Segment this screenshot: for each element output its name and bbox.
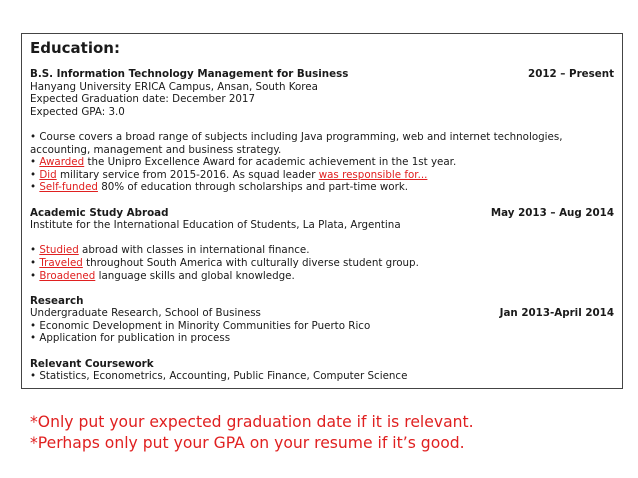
abroad-title: Academic Study Abroad [30,206,169,219]
coursework-title: Relevant Coursework [30,357,154,370]
abroad-header [30,207,614,220]
degree-dates: 2012 – Present [528,68,614,80]
abroad-bullet: • Traveled throughout South America with culturally diverse student group. [30,256,419,269]
research-dates: Jan 2013-April 2014 [499,307,614,320]
degree-bullet: • Course covers a broad range of subjects including Java programming, web and internet technologies, accounting, management and business strategy. [30,130,563,156]
action-phrase-link[interactable]: was responsible for... [318,168,428,181]
graduation-date: Expected Graduation date: December 2017 [30,93,256,106]
research-title: Research [30,294,84,307]
research-header [30,307,614,320]
abroad-bullet: • Studied abroad with classes in international finance. [30,244,310,257]
abroad-institute: Institute for the International Education of Students, La Plata, Argentina [30,219,401,232]
research-bullet: • Application for publication in process [30,332,231,345]
tip-line: *Perhaps only put your GPA on your resume if it’s good. [30,434,465,452]
school-name: Hanyang University ERICA Campus, Ansan, South Korea [30,80,318,93]
research-bullet: • Economic Development in Minority Communities for Puerto Rico [30,319,371,332]
coursework-list: • Statistics, Econometrics, Accounting, Public Finance, Computer Science [30,370,408,383]
tip-line: *Only put your expected graduation date if it is relevant. [30,413,474,431]
degree-title: B.S. Information Technology Management for Business [30,68,349,80]
action-verb-link[interactable]: Broadened [39,269,96,282]
action-verb-link[interactable]: Traveled [39,256,83,269]
degree-bullet: • Self-funded 80% of education through scholarships and part-time work. [30,181,409,194]
degree-header [30,68,614,81]
research-subtitle: Undergraduate Research, School of Business [30,307,261,320]
degree-bullet: • Did military service from 2015-2016. As squad leader was responsible for... [30,168,428,181]
action-verb-link[interactable]: Awarded [39,156,85,169]
abroad-bullet: • Broadened language skills and global knowledge. [30,269,295,282]
section-heading: Education: [30,39,120,57]
education-section [21,33,623,389]
degree-bullet: • Awarded the Unipro Excellence Award for academic achievement in the 1st year. [30,156,457,169]
action-verb-link[interactable]: Self-funded [39,181,98,194]
gpa: Expected GPA: 3.0 [30,105,125,118]
action-verb-link[interactable]: Did [39,168,57,181]
action-verb-link[interactable]: Studied [39,244,79,257]
abroad-dates: May 2013 – Aug 2014 [490,206,614,219]
tips-notes [30,412,474,454]
